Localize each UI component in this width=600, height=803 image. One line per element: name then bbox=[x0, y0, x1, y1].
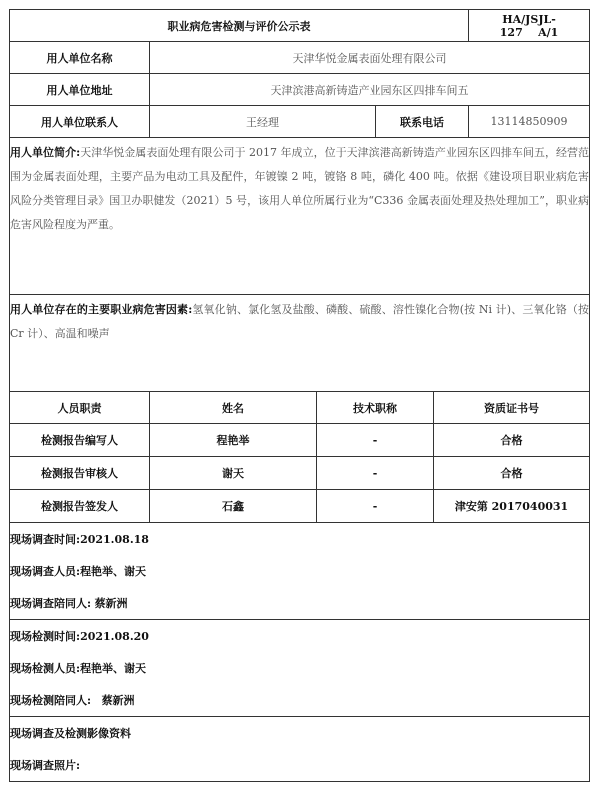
form-code bbox=[469, 10, 590, 42]
survey-escort-value: 蔡新洲 bbox=[94, 597, 128, 610]
table-row bbox=[10, 457, 590, 490]
detection-people-line bbox=[10, 652, 589, 684]
images-cell bbox=[10, 717, 590, 782]
images-title-line bbox=[10, 717, 589, 749]
intro-row bbox=[10, 138, 590, 295]
company-contact-row bbox=[10, 106, 590, 138]
detection-row bbox=[10, 620, 590, 717]
disclosure-form bbox=[9, 9, 589, 782]
contact-value: 王经理 bbox=[150, 106, 376, 138]
survey-time-line bbox=[10, 523, 589, 555]
hazards-text: 氢氧化钠、氯化氢及盐酸、磷酸、硫酸、溶性镍化合物(按 Ni 计)、三氧化铬（按 Cr 计）、高温和噪声 bbox=[10, 303, 590, 340]
intro-text: 天津华悦金属表面处理有限公司于 2017 年成立，位于天津滨港高新铸造产业园东区四排车间五，经营范围为金属表面处理，主要产品为电动工具及配件，年镀镍 2 吨，镀铬 8 吨，磷化 400 吨。依据《建设项目职业病危害风险分类管理目录》国卫办职健发（2021）5 号，该用人单位所属行业为“C336 金属表面处理及热处理加工”，职业病危害风险程度为严重。 bbox=[10, 146, 590, 231]
detection-escort-value: 蔡新洲 bbox=[101, 694, 135, 707]
staff-role: 检测报告编写人 bbox=[10, 424, 150, 457]
staff-title: - bbox=[317, 457, 434, 490]
detection-time-value: 2021.08.20 bbox=[80, 629, 149, 643]
survey-cell bbox=[10, 523, 590, 620]
staff-header-name: 姓名 bbox=[150, 392, 317, 424]
staff-cert: 合格 bbox=[434, 457, 590, 490]
staff-cert: 津安第 2017040031 bbox=[434, 490, 590, 523]
phone-value: 13114850909 bbox=[469, 106, 590, 138]
survey-people-line bbox=[10, 555, 589, 587]
staff-header-row bbox=[10, 392, 590, 424]
images-row bbox=[10, 717, 590, 782]
phone-label: 联系电话 bbox=[376, 106, 469, 138]
company-address-row bbox=[10, 74, 590, 106]
staff-title: - bbox=[317, 424, 434, 457]
staff-cert: 合格 bbox=[434, 424, 590, 457]
contact-label: 用人单位联系人 bbox=[10, 106, 150, 138]
staff-header-cert: 资质证书号 bbox=[434, 392, 590, 424]
company-name-label: 用人单位名称 bbox=[10, 42, 150, 74]
detection-escort-label: 现场检测陪同人: bbox=[10, 694, 92, 707]
form-code-rev: A/1 bbox=[538, 25, 559, 39]
intro-cell bbox=[10, 138, 590, 295]
form-table bbox=[9, 9, 590, 782]
hazards-cell bbox=[10, 295, 590, 392]
images-title: 现场调查及检测影像资料 bbox=[10, 727, 131, 740]
detection-cell bbox=[10, 620, 590, 717]
survey-time-label: 现场调查时间: bbox=[10, 533, 81, 546]
survey-row bbox=[10, 523, 590, 620]
staff-header-title: 技术职称 bbox=[317, 392, 434, 424]
company-address-value: 天津滨港高新铸造产业园东区四排车间五 bbox=[150, 74, 590, 106]
photo-label: 现场调查照片: bbox=[10, 759, 81, 772]
table-row bbox=[10, 424, 590, 457]
company-name-row bbox=[10, 42, 590, 74]
staff-name: 石鑫 bbox=[150, 490, 317, 523]
staff-name: 程艳举 bbox=[150, 424, 317, 457]
hazards-label: 用人单位存在的主要职业病危害因素: bbox=[10, 303, 193, 316]
intro-label: 用人单位简介: bbox=[10, 146, 81, 159]
hazards-row bbox=[10, 295, 590, 392]
company-name-value: 天津华悦金属表面处理有限公司 bbox=[150, 42, 590, 74]
staff-title: - bbox=[317, 490, 434, 523]
survey-people-value: 程艳举、谢天 bbox=[80, 565, 147, 578]
detection-people-value: 程艳举、谢天 bbox=[80, 662, 147, 675]
header-row bbox=[10, 10, 590, 42]
staff-name: 谢天 bbox=[150, 457, 317, 490]
survey-people-label: 现场调查人员: bbox=[10, 565, 81, 578]
detection-escort-line bbox=[10, 684, 589, 716]
photo-label-line bbox=[10, 749, 589, 781]
form-title: 职业病危害检测与评价公示表 bbox=[10, 10, 469, 42]
company-address-label: 用人单位地址 bbox=[10, 74, 150, 106]
staff-role: 检测报告审核人 bbox=[10, 457, 150, 490]
detection-people-label: 现场检测人员: bbox=[10, 662, 81, 675]
survey-escort-label: 现场调查陪同人: bbox=[10, 597, 92, 610]
detection-time-label: 现场检测时间: bbox=[10, 630, 81, 643]
staff-role: 检测报告签发人 bbox=[10, 490, 150, 523]
form-code-number: HA/JSJL-127 bbox=[499, 12, 556, 39]
survey-escort-line bbox=[10, 587, 589, 619]
table-row bbox=[10, 490, 590, 523]
survey-time-value: 2021.08.18 bbox=[80, 532, 149, 546]
detection-time-line bbox=[10, 620, 589, 652]
staff-header-role: 人员职责 bbox=[10, 392, 150, 424]
